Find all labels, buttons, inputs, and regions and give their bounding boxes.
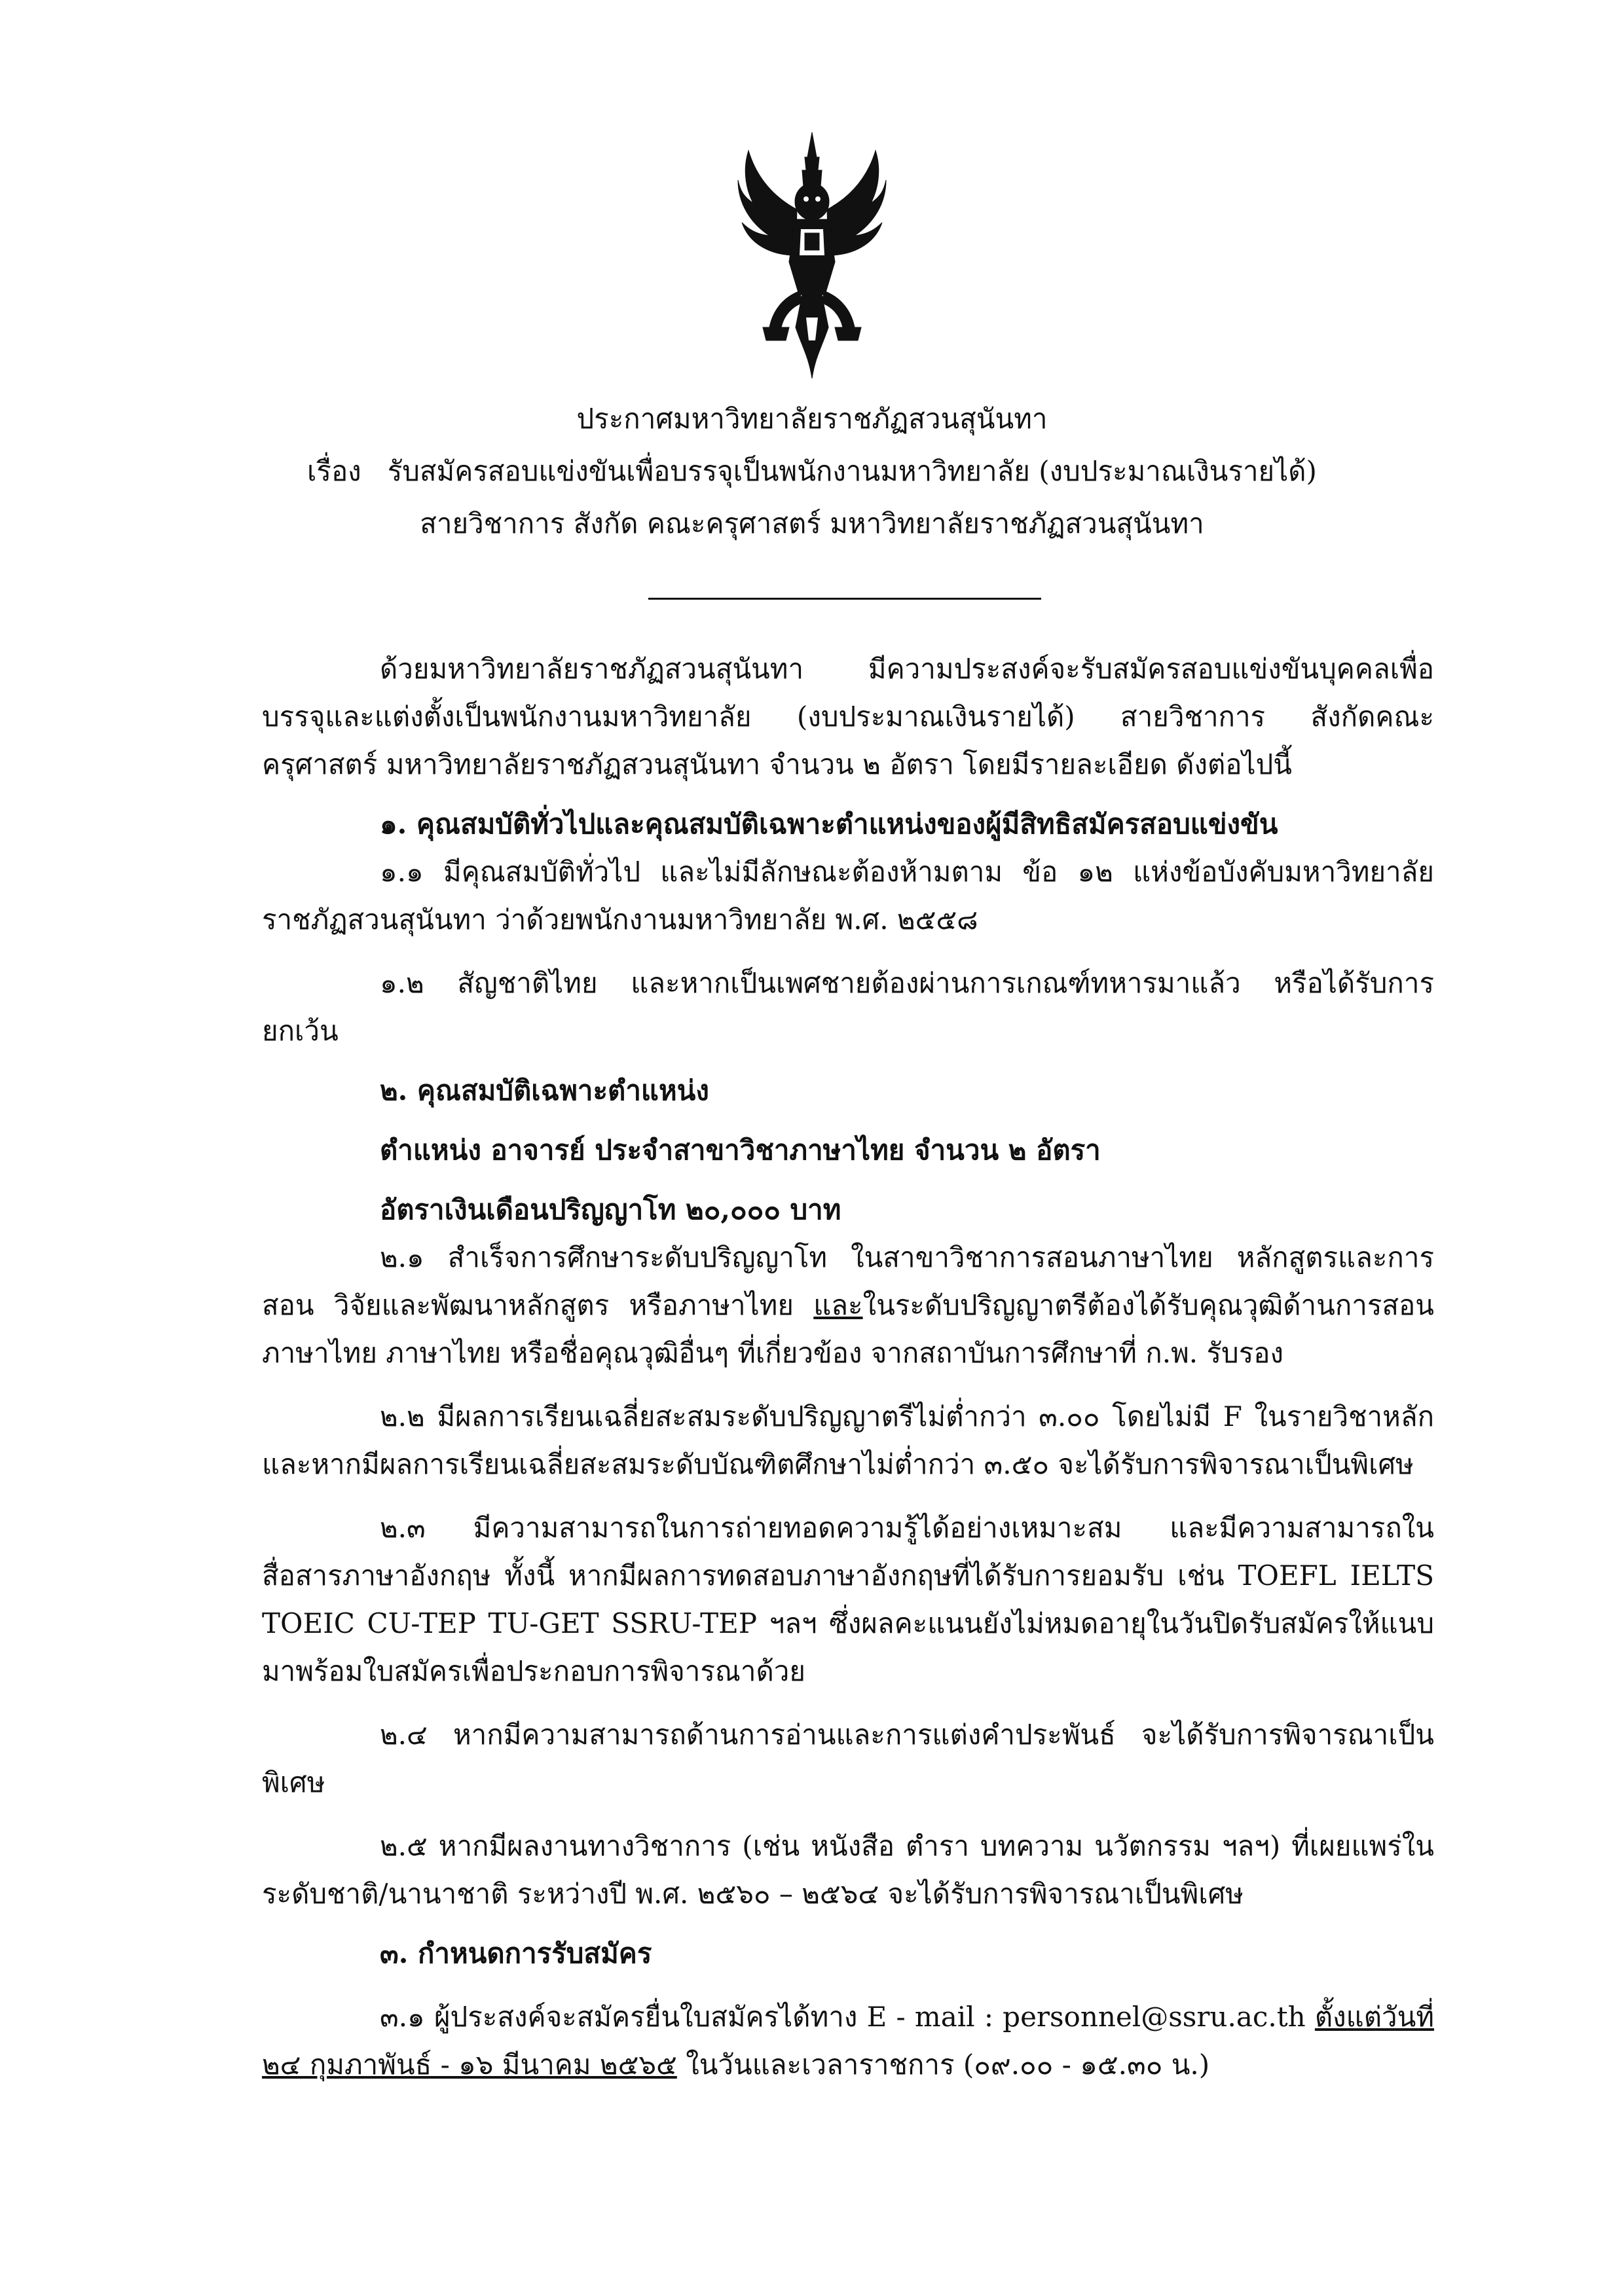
application-period: ตั้งแต่วันที่ ๒๔ กุมภาพันธ์ - ๑๖ มีนาคม ๒๕๖๕ — [262, 2001, 1434, 2081]
section-2-item-5: ๒.๕ หากมีผลงานทางวิชาการ (เช่น หนังสือ ตำรา บทความ นวัตกรรม ฯลฯ) ที่เผยแพร่ในระดับชาติ/นานาชาติ ระหว่างปี พ.ศ. ๒๕๖๐ – ๒๕๖๔ จะได้รับการพิจารณาเป็นพิเศษ — [262, 1830, 1434, 1910]
section-2-item-1-text-a: ๒.๑ สำเร็จการศึกษาระดับปริญญาโท ในสาขาวิชาการสอนภาษาไทย หลักสูตรและการสอน วิจัยและพัฒนาหลักสูตร หรือภาษาไทย — [262, 1241, 1434, 1321]
garuda-emblem-icon — [737, 131, 887, 380]
section-3-item-1-text-b: ในวันและเวลาราชการ (๐๙.๐๐ - ๑๕.๓๐ น.) — [676, 2049, 1210, 2081]
announcement-title: ประกาศมหาวิทยาลัยราชภัฏสวนสุนันทา — [576, 403, 1048, 435]
subject-label: เรื่อง — [307, 455, 361, 487]
salary-rate: อัตราเงินเดือนปริญญาโท ๒๐,๐๐๐ บาท — [380, 1194, 841, 1226]
header-divider — [648, 598, 1041, 600]
section-3-item-1-text-a: ๓.๑ ผู้ประสงค์จะสมัครยื่นใบสมัครได้ทาง E - mail : personnel@ssru.ac.th — [380, 2001, 1315, 2033]
position-title: ตำแหน่ง อาจารย์ ประจำสาขาวิชาภาษาไทย จำนวน ๒ อัตรา — [380, 1134, 1101, 1166]
announcement-header — [0, 393, 1624, 550]
section-1-heading: ๑. คุณสมบัติทั่วไปและคุณสมบัติเฉพาะตำแหน่งของผู้มีสิทธิสมัครสอบแข่งขัน — [380, 808, 1278, 840]
subject-text: รับสมัครสอบแข่งขันเพื่อบรรจุเป็นพนักงานมหาวิทยาลัย (งบประมาณเงินรายได้) — [387, 455, 1317, 487]
intro-paragraph: ด้วยมหาวิทยาลัยราชภัฏสวนสุนันทา มีความประสงค์จะรับสมัครสอบแข่งขันบุคคลเพื่อบรรจุและแต่งตั้งเป็นพนักงานมหาวิทยาลัย (งบประมาณเงินรายได้) สายวิชาการ สังกัดคณะครุศาสตร์ มหาวิทยาลัยราชภัฏสวนสุนันทา จำนวน ๒ อัตรา โดยมีรายละเอียด ดังต่อไปนี้ — [262, 653, 1434, 780]
section-1-item-1: ๑.๑ มีคุณสมบัติทั่วไป และไม่มีลักษณะต้องห้ามตาม ข้อ ๑๒ แห่งข้อบังคับมหาวิทยาลัยราชภัฏสวนสุนันทา ว่าด้วยพนักงานมหาวิทยาลัย พ.ศ. ๒๕๕๘ — [262, 856, 1434, 936]
section-3-heading: ๓. กำหนดการรับสมัคร — [380, 1937, 652, 1969]
announcement-subject — [0, 445, 1624, 498]
section-2-item-1-text-b: ในระดับปริญญาตรีต้องได้รับคุณวุฒิด้านการสอนภาษาไทย ภาษาไทย หรือชื่อคุณวุฒิอื่นๆ ที่เกี่ยวข้อง จากสถาบันการศึกษาที่ ก.พ. รับรอง — [262, 1289, 1434, 1369]
section-2-item-1 — [262, 1233, 1434, 1377]
section-2-item-1-underlined: และ — [813, 1289, 863, 1321]
section-2-item-3: ๒.๓ มีความสามารถในการถ่ายทอดความรู้ได้อย่างเหมาะสม และมีความสามารถในสื่อสารภาษาอังกฤษ ทั้งนี้ หากมีผลการทดสอบภาษาอังกฤษที่ได้รับการยอมรับ เช่น TOEFL IELTS TOEIC CU-TEP TU-GET SSRU-TEP ฯลฯ ซึ่งผลคะแนนยังไม่หมดอายุในวันปิดรับสมัครให้แนบมาพร้อมใบสมัครเพื่อประกอบการพิจารณาด้วย — [262, 1512, 1434, 1687]
section-3-item-1 — [262, 1993, 1434, 2088]
section-1-item-2: ๑.๒ สัญชาติไทย และหากเป็นเพศชายต้องผ่านการเกณฑ์ทหารมาแล้ว หรือได้รับการยกเว้น — [262, 967, 1434, 1047]
section-2-item-4: ๒.๔ หากมีความสามารถด้านการอ่านและการแต่งคำประพันธ์ จะได้รับการพิจารณาเป็นพิเศษ — [262, 1719, 1434, 1798]
announcement-body — [262, 645, 1434, 2088]
announcement-department: สายวิชาการ สังกัด คณะครุศาสตร์ มหาวิทยาลัยราชภัฏสวนสุนันทา — [420, 507, 1204, 539]
section-2-heading: ๒. คุณสมบัติเฉพาะตำแหน่ง — [380, 1074, 709, 1106]
section-2-item-2: ๒.๒ มีผลการเรียนเฉลี่ยสะสมระดับปริญญาตรีไม่ต่ำกว่า ๓.๐๐ โดยไม่มี F ในรายวิชาหลัก และหากมีผลการเรียนเฉลี่ยสะสมระดับบัณฑิตศึกษาไม่ต่ำกว่า ๓.๕๐ จะได้รับการพิจารณาเป็นพิเศษ — [262, 1400, 1434, 1480]
